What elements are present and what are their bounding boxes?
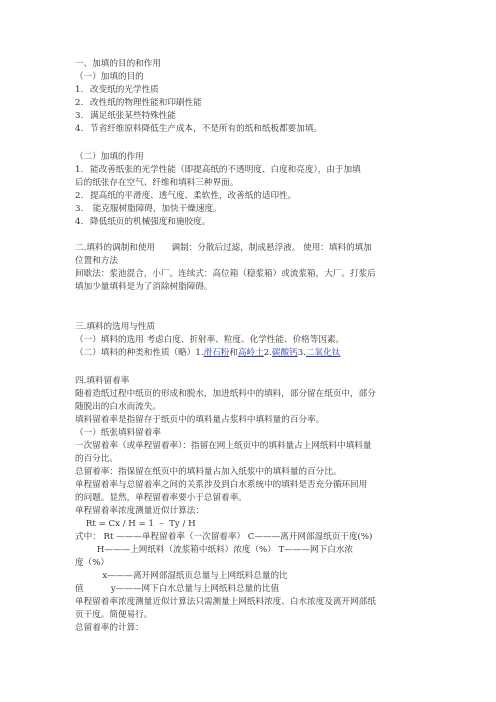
subsection-effects-heading: （二）加填的作用 [75,152,144,162]
paragraph-line: 填加少量填料是为了消除树脂障碍。 [75,282,213,292]
paragraph-line: 总留着率的计算： [75,623,144,633]
paragraph-line: 式中： Rt ———单程留着率（一次留着率） C———离开网部湿纸页干度(%) [75,532,373,542]
paragraph-line: 位置和方法 [75,256,118,266]
filler-types-line: （二）填料的种类和性质（略）1.滑石粉和高岭土2.碳酸钙3.二氧化钛 [75,348,341,358]
paragraph-line: H———上网纸料（流浆箱中纸料）浓度（%） T———网下白水浓 [75,545,354,555]
paragraph-line: 一次留着率（或单程留着率）：指留在网上纸页中的填料量占上网纸料中填料量 [75,441,372,451]
section-3-heading: 三.填料的选用与性质 [75,322,156,332]
paragraph-line: 的问题。显然，单程留着率要小于总留着率。 [75,493,247,503]
paragraph-line: （一）纸张填料留着率 [75,428,161,438]
section-4-heading: 四.填料留着率 [75,376,130,386]
paragraph-line: 填料留着率是指留存于纸页中的填料量占浆料中填料量的百分率。 [75,415,325,425]
formula-line: Rt = Cx / H = 1 – Ty / H [75,519,196,529]
section-2-heading: 二.填料的调制和使用 调制：分散后过滤，制成悬浮液。 使用：填料的填加 [75,243,372,253]
list-item: 2. 提高纸的平滑度、透气度、柔软性，改善纸的适印性。 [75,191,297,201]
paragraph-line: 页干度。简便易行。 [75,610,153,620]
talc-link[interactable]: 滑石粉 [203,348,230,358]
kaolin-link[interactable]: 高岭土 [237,348,264,358]
paragraph-line: 值 y———网下白水总量与上网纸料总量的比值 [75,584,280,594]
list-item-continuation: 后的纸张存在空气、纤维和填料三种界面。 [75,178,239,188]
paragraph-line: 单程留着率与总留着率之间的关系涉及到白水系统中的填料是否充分循环回用 [75,480,368,490]
list-item: 4. 节省纤维原料降低生产成本，不是所有的纸和纸板都要加填。 [75,124,323,134]
list-item: 4. 降低纸页的机械强度和施胶度。 [75,217,211,227]
list-item: 1. 能改善纸张的光学性能（即提高纸的不透明度、白度和亮度），由于加填 [75,165,361,175]
titanium-dioxide-link[interactable]: 二氧化钛 [305,348,341,358]
paragraph-line: 单程留着率浓度测量近似计算法： [75,506,204,516]
paragraph-line: 度（%） [75,558,109,568]
paragraph-line: （一）填料的选用 考虑白度、折射率、粒度、化学性能、价格等因素。 [75,335,345,345]
paragraph-line: 总留着率：指保留在纸页中的填料量占加入纸浆中的填料量的百分比。 [75,467,342,477]
paragraph-line: 随脱出的白水而流失。 [75,402,161,412]
list-item: 1. 改变纸的光学性质 [75,85,159,95]
paragraph-line: 随着造纸过程中纸页的形成和脱水，加进纸料中的填料，部分留在纸页中，部分 [75,389,376,399]
section-1-heading: 一、加填的目的和作用 [75,59,161,69]
paragraph-line: x———离开网部湿纸页总量与上网纸料总量的比 [75,571,288,581]
paragraph-line: 的百分比。 [75,454,118,464]
list-item: 2. 改性纸的物理性能和印刷性能 [75,98,202,108]
paragraph-line: 单程留着率浓度测量近似计算法只需测量上网纸料浓度、白水浓度及离开网部纸 [75,597,376,607]
list-item: 3. 能克服树脂障碍，加快干燥速度。 [75,204,222,214]
paragraph-line: 间歇法：浆池混合，小厂。连续式：高位箱（稳浆箱）或流浆箱，大厂。打浆后 [75,269,376,279]
calcium-carbonate-link[interactable]: 碳酸钙 [271,348,298,358]
list-item: 3. 满足纸张某些特殊性能 [75,111,176,121]
subsection-purpose-heading: （一）加填的目的 [75,72,144,82]
